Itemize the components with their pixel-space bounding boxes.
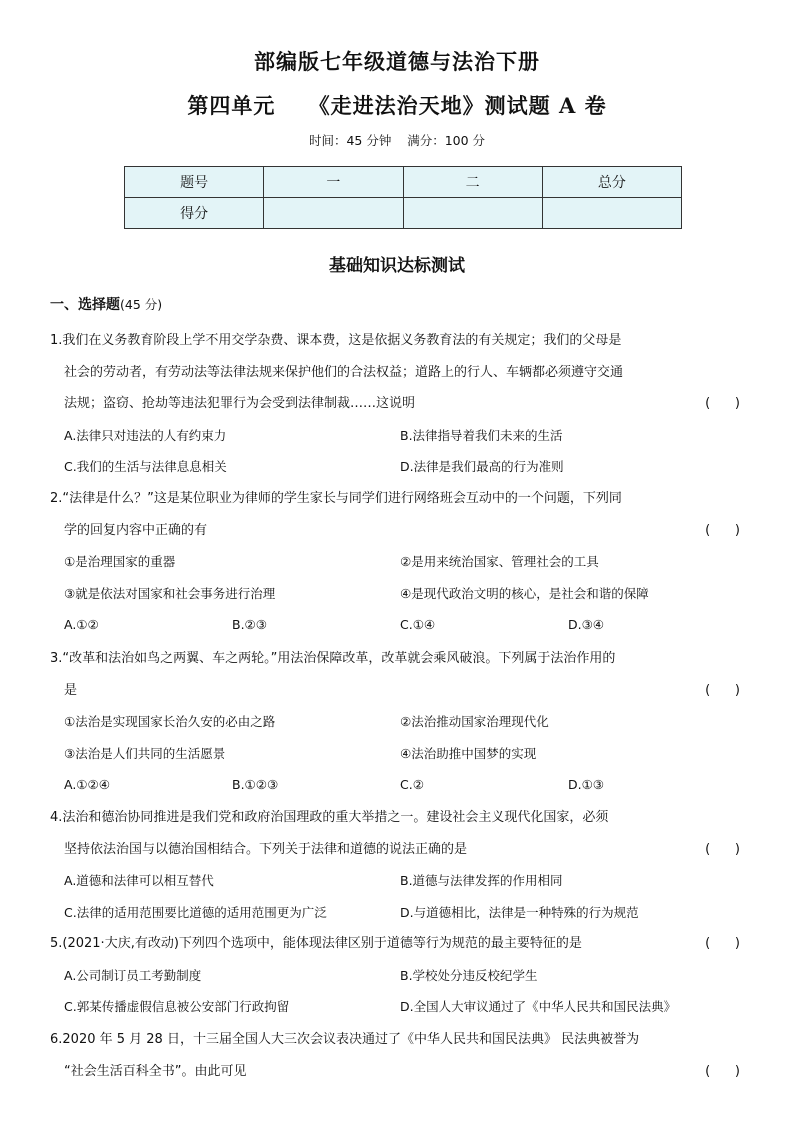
- options-row: [50, 960, 740, 992]
- score-table-cell: 二: [403, 167, 542, 198]
- score-entry-cell[interactable]: [542, 198, 681, 229]
- statement: ③法治是人们共同的生活愿景: [64, 745, 226, 761]
- option-c[interactable]: C.②: [400, 777, 424, 792]
- question-line-wrap: [50, 388, 740, 420]
- answer-blank[interactable]: ( ): [705, 396, 740, 411]
- statement: ②是用来统治国家、管理社会的工具: [400, 554, 599, 569]
- question-line-wrap: [50, 515, 740, 547]
- question-line: “社会生活百科全书”。由此可见: [64, 1063, 247, 1079]
- options-row: [50, 451, 740, 483]
- part-score: (45 分): [120, 297, 163, 312]
- question-line: 2.“法律是什么？”这是某位职业为律师的学生家长与同学们进行网络班会互动中的一个问题，下列同: [50, 491, 622, 506]
- statements-row: [50, 546, 740, 578]
- options-row: [50, 769, 740, 801]
- answer-blank[interactable]: ( ): [705, 522, 740, 538]
- option-a[interactable]: A.①②: [64, 617, 99, 632]
- question-line: 5.(2021·大庆,有改动)下列四个选项中，能体现法律区别于道德等行为规范的最主要特征的是: [50, 936, 582, 951]
- question-line: 是: [64, 682, 78, 698]
- options-row: [50, 865, 740, 897]
- statement: ④是现代政治文明的核心，是社会和谐的保障: [400, 585, 649, 601]
- score-table-cell: 题号: [125, 167, 264, 198]
- option-c[interactable]: C.法律的适用范围要比道德的适用范围更为广泛: [64, 904, 327, 920]
- statement: ④法治助推中国梦的实现: [400, 745, 537, 761]
- score-table-cell: 总分: [542, 167, 681, 198]
- question-3: [50, 643, 740, 801]
- statement: ③就是依法对国家和社会事务进行治理: [64, 585, 276, 601]
- score-table: [124, 166, 682, 229]
- option-d[interactable]: D.与道德相比，法律是一种特殊的行为规范: [400, 904, 639, 920]
- statements-row: [50, 738, 740, 770]
- score-entry-cell[interactable]: [264, 198, 403, 229]
- question-5: [50, 928, 740, 1023]
- score-entry-cell[interactable]: [403, 198, 542, 229]
- option-b[interactable]: B.道德与法律发挥的作用相同: [400, 873, 563, 888]
- option-a[interactable]: A.法律只对违法的人有约束力: [64, 427, 227, 443]
- question-6: [50, 1024, 740, 1087]
- question-line: 1.我们在义务教育阶段上学不用交学杂费、课本费，这是依据义务教育法的有关规定；我们的父母是: [50, 333, 622, 348]
- option-a[interactable]: A.公司制订员工考勤制度: [64, 967, 202, 983]
- score-table-header-row: [125, 167, 682, 198]
- question-line: 学的回复内容中正确的有: [64, 522, 208, 538]
- options-row: [50, 420, 740, 452]
- score-table-cell: 得分: [125, 198, 264, 229]
- score-table-cell: 一: [264, 167, 403, 198]
- option-b[interactable]: B.①②③: [232, 777, 279, 792]
- statements-row: [50, 706, 740, 738]
- answer-blank[interactable]: ( ): [705, 936, 740, 951]
- option-c[interactable]: C.①④: [400, 617, 436, 632]
- question-line-wrap: [50, 675, 740, 707]
- option-b[interactable]: B.法律指导着我们未来的生活: [400, 427, 563, 443]
- option-d[interactable]: D.③④: [568, 617, 605, 632]
- option-d[interactable]: D.法律是我们最高的行为准则: [400, 459, 564, 474]
- exam-title: 部编版七年级道德与法治下册: [254, 49, 540, 74]
- exam-time-score: 时间：45 分钟 满分：100 分: [308, 133, 486, 148]
- option-b[interactable]: B.学校处分违反校纪学生: [400, 967, 538, 983]
- answer-blank[interactable]: ( ): [705, 841, 740, 857]
- question-line: 4.法治和德治协同推进是我们党和政府治国理政的重大举措之一。建设社会主义现代化国家，必须: [50, 810, 609, 825]
- options-row: [50, 897, 740, 929]
- question-line: 6.2020 年 5 月 28 日，十三届全国人大三次会议表决通过了《中华人民共和国民法典》 民法典被誉为: [50, 1032, 640, 1047]
- question-line: 坚持依法治国与以德治国相结合。下列关于法律和道德的说法正确的是: [64, 841, 468, 857]
- question-4: [50, 802, 740, 928]
- statements-row: [50, 578, 740, 610]
- options-row: [50, 609, 740, 641]
- score-table-score-row: [125, 198, 682, 229]
- question-line: 法规；盗窃、抢劫等违法犯罪行为会受到法律制裁……这说明: [64, 396, 416, 411]
- question-line: 3.“改革和法治如鸟之两翼、车之两轮。”用法治保障改革，改革就会乘风破浪。下列属于法治作用的: [50, 651, 616, 666]
- option-d[interactable]: D.全国人大审议通过了《中华人民共和国民法典》: [400, 999, 677, 1014]
- statement: ①法治是实现国家长治久安的必由之路: [64, 714, 276, 729]
- option-d[interactable]: D.①③: [568, 777, 605, 792]
- statement: ②法治推动国家治理现代化: [400, 714, 549, 729]
- option-a[interactable]: A.道德和法律可以相互替代: [64, 873, 214, 888]
- answer-blank[interactable]: ( ): [705, 682, 740, 698]
- section-title: 基础知识达标测试: [329, 256, 465, 276]
- question-line-wrap: [50, 1056, 740, 1088]
- option-b[interactable]: B.②③: [232, 617, 267, 632]
- option-c[interactable]: C.郭某传播虚假信息被公安部门行政拘留: [64, 999, 290, 1014]
- question-1: [50, 325, 740, 483]
- part-heading: [50, 294, 162, 314]
- option-a[interactable]: A.①②④: [64, 777, 110, 792]
- answer-blank[interactable]: ( ): [705, 1063, 740, 1079]
- option-c[interactable]: C.我们的生活与法律息息相关: [64, 459, 227, 474]
- part-label: 一、选择题: [50, 297, 120, 313]
- question-2: [50, 483, 740, 641]
- statement: ①是治理国家的重器: [64, 554, 176, 569]
- question-line-wrap: [50, 928, 740, 960]
- question-line: 社会的劳动者，有劳动法等法律法规来保护他们的合法权益；道路上的行人、车辆都必须遵守交通: [64, 364, 624, 380]
- options-row: [50, 991, 740, 1023]
- question-line-wrap: [50, 834, 740, 866]
- exam-subtitle: 第四单元 《走进法治天地》测试题 A 卷: [187, 93, 607, 118]
